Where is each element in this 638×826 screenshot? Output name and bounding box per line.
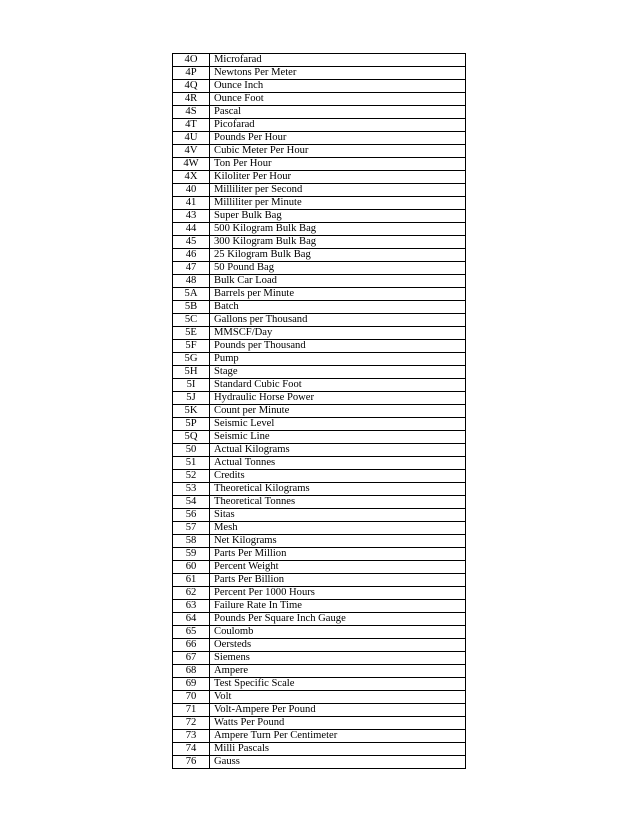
unit-description-cell: Volt	[210, 691, 466, 704]
unit-description-cell: MMSCF/Day	[210, 327, 466, 340]
unit-description-cell: Count per Minute	[210, 405, 466, 418]
unit-description-cell: Theoretical Kilograms	[210, 483, 466, 496]
table-row	[173, 470, 466, 483]
unit-code-cell: 5J	[173, 392, 210, 405]
table-row	[173, 639, 466, 652]
table-row	[173, 613, 466, 626]
unit-description-cell: Percent Weight	[210, 561, 466, 574]
unit-code-cell: 5Q	[173, 431, 210, 444]
unit-description-cell: Seismic Line	[210, 431, 466, 444]
unit-description-cell: Parts Per Million	[210, 548, 466, 561]
table-row	[173, 80, 466, 93]
unit-code-cell: 5P	[173, 418, 210, 431]
unit-description-cell: Pounds Per Hour	[210, 132, 466, 145]
table-row	[173, 236, 466, 249]
unit-description-cell: 300 Kilogram Bulk Bag	[210, 236, 466, 249]
unit-code-cell: 46	[173, 249, 210, 262]
table-row	[173, 548, 466, 561]
unit-code-cell: 47	[173, 262, 210, 275]
unit-description-cell: Gauss	[210, 756, 466, 769]
table-row	[173, 496, 466, 509]
unit-code-cell: 68	[173, 665, 210, 678]
table-row	[173, 704, 466, 717]
unit-description-cell: Picofarad	[210, 119, 466, 132]
unit-description-cell: Milli Pascals	[210, 743, 466, 756]
unit-code-cell: 4V	[173, 145, 210, 158]
unit-code-cell: 56	[173, 509, 210, 522]
unit-description-cell: Ampere	[210, 665, 466, 678]
unit-code-cell: 51	[173, 457, 210, 470]
table-row	[173, 249, 466, 262]
table-row	[173, 756, 466, 769]
unit-code-cell: 52	[173, 470, 210, 483]
unit-code-cell: 4R	[173, 93, 210, 106]
unit-description-cell: Actual Tonnes	[210, 457, 466, 470]
unit-description-cell: Batch	[210, 301, 466, 314]
unit-code-cell: 63	[173, 600, 210, 613]
table-row	[173, 574, 466, 587]
table-row	[173, 210, 466, 223]
table-row	[173, 652, 466, 665]
unit-description-cell: Pump	[210, 353, 466, 366]
table-row	[173, 717, 466, 730]
unit-code-cell: 61	[173, 574, 210, 587]
table-row	[173, 457, 466, 470]
unit-description-cell: Watts Per Pound	[210, 717, 466, 730]
unit-code-cell: 62	[173, 587, 210, 600]
unit-code-table	[172, 53, 466, 769]
table-row	[173, 405, 466, 418]
unit-description-cell: Hydraulic Horse Power	[210, 392, 466, 405]
unit-description-cell: Actual Kilograms	[210, 444, 466, 457]
unit-code-cell: 5A	[173, 288, 210, 301]
table-row	[173, 730, 466, 743]
unit-description-cell: Barrels per Minute	[210, 288, 466, 301]
unit-code-cell: 5B	[173, 301, 210, 314]
unit-description-cell: Ounce Foot	[210, 93, 466, 106]
table-row	[173, 327, 466, 340]
unit-description-cell: Milliliter per Minute	[210, 197, 466, 210]
unit-code-table-body	[173, 54, 466, 769]
table-row	[173, 132, 466, 145]
unit-description-cell: Gallons per Thousand	[210, 314, 466, 327]
table-row	[173, 301, 466, 314]
unit-code-cell: 43	[173, 210, 210, 223]
unit-description-cell: Pounds per Thousand	[210, 340, 466, 353]
unit-code-cell: 5C	[173, 314, 210, 327]
table-row	[173, 444, 466, 457]
unit-code-cell: 5F	[173, 340, 210, 353]
unit-code-cell: 5K	[173, 405, 210, 418]
table-row	[173, 483, 466, 496]
unit-description-cell: Ton Per Hour	[210, 158, 466, 171]
unit-code-cell: 69	[173, 678, 210, 691]
unit-code-cell: 4T	[173, 119, 210, 132]
table-row	[173, 106, 466, 119]
table-row	[173, 314, 466, 327]
unit-code-cell: 74	[173, 743, 210, 756]
table-row	[173, 665, 466, 678]
unit-code-cell: 5I	[173, 379, 210, 392]
unit-code-cell: 4W	[173, 158, 210, 171]
unit-description-cell: Test Specific Scale	[210, 678, 466, 691]
unit-description-cell: Sitas	[210, 509, 466, 522]
table-row	[173, 353, 466, 366]
table-row	[173, 743, 466, 756]
table-row	[173, 587, 466, 600]
unit-code-cell: 4X	[173, 171, 210, 184]
unit-description-cell: Parts Per Billion	[210, 574, 466, 587]
table-row	[173, 288, 466, 301]
unit-code-cell: 41	[173, 197, 210, 210]
table-row	[173, 691, 466, 704]
unit-description-cell: Standard Cubic Foot	[210, 379, 466, 392]
unit-description-cell: Super Bulk Bag	[210, 210, 466, 223]
table-row	[173, 145, 466, 158]
unit-description-cell: Net Kilograms	[210, 535, 466, 548]
table-row	[173, 678, 466, 691]
table-row	[173, 418, 466, 431]
unit-description-cell: Siemens	[210, 652, 466, 665]
unit-code-cell: 44	[173, 223, 210, 236]
table-row	[173, 171, 466, 184]
unit-code-cell: 67	[173, 652, 210, 665]
unit-code-cell: 4P	[173, 67, 210, 80]
unit-description-cell: Theoretical Tonnes	[210, 496, 466, 509]
table-row	[173, 535, 466, 548]
table-row	[173, 67, 466, 80]
unit-description-cell: Cubic Meter Per Hour	[210, 145, 466, 158]
unit-code-cell: 60	[173, 561, 210, 574]
table-row	[173, 392, 466, 405]
table-row	[173, 431, 466, 444]
unit-code-cell: 72	[173, 717, 210, 730]
table-row	[173, 262, 466, 275]
unit-description-cell: Seismic Level	[210, 418, 466, 431]
table-row	[173, 93, 466, 106]
unit-code-cell: 76	[173, 756, 210, 769]
unit-code-cell: 45	[173, 236, 210, 249]
unit-description-cell: Stage	[210, 366, 466, 379]
unit-description-cell: Milliliter per Second	[210, 184, 466, 197]
unit-code-cell: 40	[173, 184, 210, 197]
unit-description-cell: 25 Kilogram Bulk Bag	[210, 249, 466, 262]
unit-code-cell: 4S	[173, 106, 210, 119]
unit-description-cell: Percent Per 1000 Hours	[210, 587, 466, 600]
unit-description-cell: Newtons Per Meter	[210, 67, 466, 80]
unit-code-cell: 53	[173, 483, 210, 496]
unit-code-cell: 48	[173, 275, 210, 288]
table-row	[173, 340, 466, 353]
unit-code-cell: 5E	[173, 327, 210, 340]
unit-code-cell: 4U	[173, 132, 210, 145]
unit-description-cell: 50 Pound Bag	[210, 262, 466, 275]
table-row	[173, 158, 466, 171]
unit-code-cell: 50	[173, 444, 210, 457]
table-row	[173, 275, 466, 288]
unit-description-cell: Microfarad	[210, 54, 466, 67]
table-row	[173, 600, 466, 613]
table-row	[173, 197, 466, 210]
unit-code-cell: 4O	[173, 54, 210, 67]
unit-code-cell: 59	[173, 548, 210, 561]
table-row	[173, 509, 466, 522]
unit-description-cell: Pascal	[210, 106, 466, 119]
table-row	[173, 54, 466, 67]
table-row	[173, 366, 466, 379]
unit-description-cell: Kiloliter Per Hour	[210, 171, 466, 184]
table-row	[173, 184, 466, 197]
unit-description-cell: Oersteds	[210, 639, 466, 652]
unit-code-cell: 65	[173, 626, 210, 639]
unit-code-cell: 57	[173, 522, 210, 535]
unit-description-cell: Bulk Car Load	[210, 275, 466, 288]
unit-code-cell: 5G	[173, 353, 210, 366]
table-row	[173, 561, 466, 574]
unit-code-cell: 5H	[173, 366, 210, 379]
unit-description-cell: Ounce Inch	[210, 80, 466, 93]
table-row	[173, 119, 466, 132]
unit-code-cell: 54	[173, 496, 210, 509]
unit-code-cell: 66	[173, 639, 210, 652]
unit-code-cell: 4Q	[173, 80, 210, 93]
unit-description-cell: Pounds Per Square Inch Gauge	[210, 613, 466, 626]
unit-description-cell: Ampere Turn Per Centimeter	[210, 730, 466, 743]
unit-code-cell: 73	[173, 730, 210, 743]
unit-description-cell: Credits	[210, 470, 466, 483]
unit-description-cell: Failure Rate In Time	[210, 600, 466, 613]
unit-description-cell: 500 Kilogram Bulk Bag	[210, 223, 466, 236]
unit-description-cell: Mesh	[210, 522, 466, 535]
table-row	[173, 223, 466, 236]
table-row	[173, 626, 466, 639]
unit-code-cell: 71	[173, 704, 210, 717]
table-row	[173, 522, 466, 535]
table-row	[173, 379, 466, 392]
unit-code-cell: 70	[173, 691, 210, 704]
unit-description-cell: Coulomb	[210, 626, 466, 639]
unit-description-cell: Volt-Ampere Per Pound	[210, 704, 466, 717]
unit-code-cell: 58	[173, 535, 210, 548]
unit-code-cell: 64	[173, 613, 210, 626]
